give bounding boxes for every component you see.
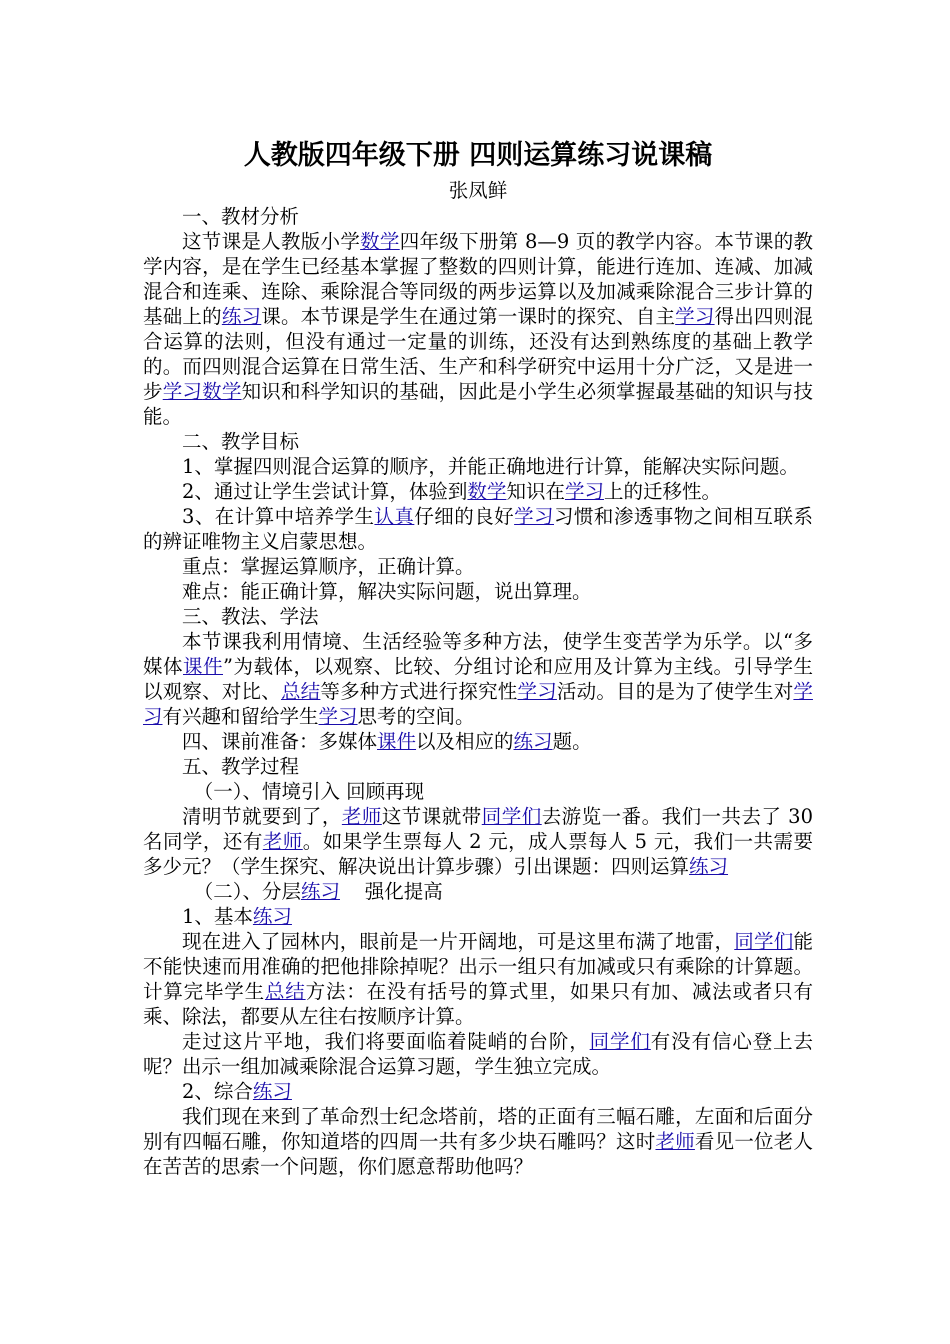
link-math[interactable]: 数学	[202, 380, 242, 403]
link-study[interactable]: 学习	[675, 305, 715, 328]
link-study[interactable]: 学习	[318, 705, 358, 728]
link-summary[interactable]: 总结	[280, 680, 321, 703]
link-serious[interactable]: 认真	[374, 505, 415, 528]
link-study[interactable]: 学习	[514, 505, 555, 528]
link-practice[interactable]: 练习	[689, 855, 729, 878]
page-title: 人教版四年级下册 四则运算练习说课稿	[243, 140, 713, 171]
link-study[interactable]: 学习	[564, 480, 604, 503]
paragraph-comprehensive: 我们现在来到了革命烈士纪念塔前，塔的正面有三幅石雕，左面和后面分别有四幅石雕，你知道塔的四周一共有多少块石雕吗？这时老师看见一位老人在苦苦的思索一个问题，你们愿意帮助他吗？	[143, 1105, 813, 1178]
link-math[interactable]: 数学	[467, 480, 507, 503]
paragraph-stairs: 走过这片平地，我们将要面临着陡峭的台阶，同学们有没有信心登上去呢？出示一组加减乘除混合运算习题，学生独立完成。	[143, 1030, 813, 1078]
link-teacher[interactable]: 老师	[262, 830, 303, 853]
link-study[interactable]: 学习	[143, 680, 813, 728]
step-2-heading: （二）、分层练习 强化提高	[193, 880, 443, 903]
goal-2: 2、通过让学生尝试计算，体验到数学知识在学习上的迁移性。	[182, 480, 721, 503]
link-summary[interactable]: 总结	[264, 980, 306, 1003]
link-teacher[interactable]: 老师	[655, 1130, 695, 1153]
link-classmates[interactable]: 同学们	[481, 805, 542, 828]
step-1-heading: （一）、情境引入 回顾再现	[193, 780, 425, 803]
link-practice[interactable]: 练习	[252, 905, 292, 928]
paragraph-step-1: 清明节就要到了，老师这节课就带同学们去游览一番。我们一共去了 30 名同学，还有老师。如果学生票每人 2 元，成人票每人 5 元，我们一共需要多少元？（学生探究、解决说出计算步骤）引出课题：四则运算练习	[143, 805, 813, 878]
link-math[interactable]: 数学	[360, 230, 400, 253]
paragraph-basic-practice: 现在进入了园林内，眼前是一片开阔地，可是这里布满了地雷，同学们能不能快速而用准确的把他排除掉呢？出示一组只有加减或只有乘除的计算题。计算完毕学生总结方法：在没有括号的算式里，如果只有加、减法或者只有乘、除法，都要从左往右按顺序计算。	[143, 930, 813, 1028]
goal-1: 1、掌握四则混合运算的顺序，并能正确地进行计算，能解决实际问题。	[182, 455, 799, 478]
link-teacher[interactable]: 老师	[341, 805, 382, 828]
paragraph-analysis: 这节课是人教版小学数学四年级下册第 8—9 页的教学内容。本节课的教学内容，是在学生已经基本掌握了整数的四则计算，能进行连加、连减、加减混合和连乘、连除、乘除混合等同级的两步运算以及加减乘除混合三步计算的基础上的练习课。本节课是学生在通过第一课时的探究、自主学习得出四则混合运算的法则，但没有通过一定量的训练，还没有达到熟练度的基础上教学的。而四则混合运算在日常生活、生产和科学研究中运用十分广泛，又是进一步学习数学知识和科学知识的基础，因此是小学生必须掌握最基础的知识与技能。	[143, 230, 813, 428]
link-study[interactable]: 学习	[162, 380, 203, 403]
basic-practice-heading: 1、基本练习	[182, 905, 292, 928]
section-heading-analysis: 一、教材分析	[182, 205, 300, 228]
comprehensive-practice-heading: 2、综合练习	[182, 1080, 292, 1103]
link-classmates[interactable]: 同学们	[734, 930, 794, 953]
section-heading-goals: 二、教学目标	[182, 430, 300, 453]
link-classmates[interactable]: 同学们	[589, 1030, 651, 1053]
section-heading-methods: 三、教法、学法	[182, 605, 319, 628]
link-practice[interactable]: 练习	[300, 880, 340, 903]
section-heading-prep: 四、课前准备：多媒体课件以及相应的练习题。	[182, 730, 592, 753]
link-practice[interactable]: 练习	[252, 1080, 292, 1103]
paragraph-methods: 本节课我利用情境、生活经验等多种方法，使学生变苦学为乐学。以“多媒体课件”为载体，以观察、比较、分组讨论和应用及计算为主线。引导学生以观察、对比、总结等多种方式进行探究性学习活动。目的是为了使学生对学习有兴趣和留给学生学习思考的空间。	[143, 630, 813, 728]
link-courseware[interactable]: 课件	[183, 655, 223, 678]
link-study[interactable]: 学习	[517, 680, 557, 703]
link-practice[interactable]: 练习	[221, 305, 262, 328]
goal-3: 3、在计算中培养学生认真仔细的良好学习习惯和渗透事物之间相互联系的辨证唯物主义启蒙思想。	[143, 505, 813, 553]
link-practice[interactable]: 练习	[513, 730, 553, 753]
difficult-point: 难点：能正确计算，解决实际问题，说出算理。	[182, 580, 592, 603]
section-heading-process: 五、教学过程	[182, 755, 300, 778]
document-page	[143, 128, 813, 1179]
author-name: 张凤鲜	[448, 179, 508, 202]
link-courseware[interactable]: 课件	[377, 730, 417, 753]
key-point: 重点：掌握运算顺序，正确计算。	[182, 555, 475, 578]
